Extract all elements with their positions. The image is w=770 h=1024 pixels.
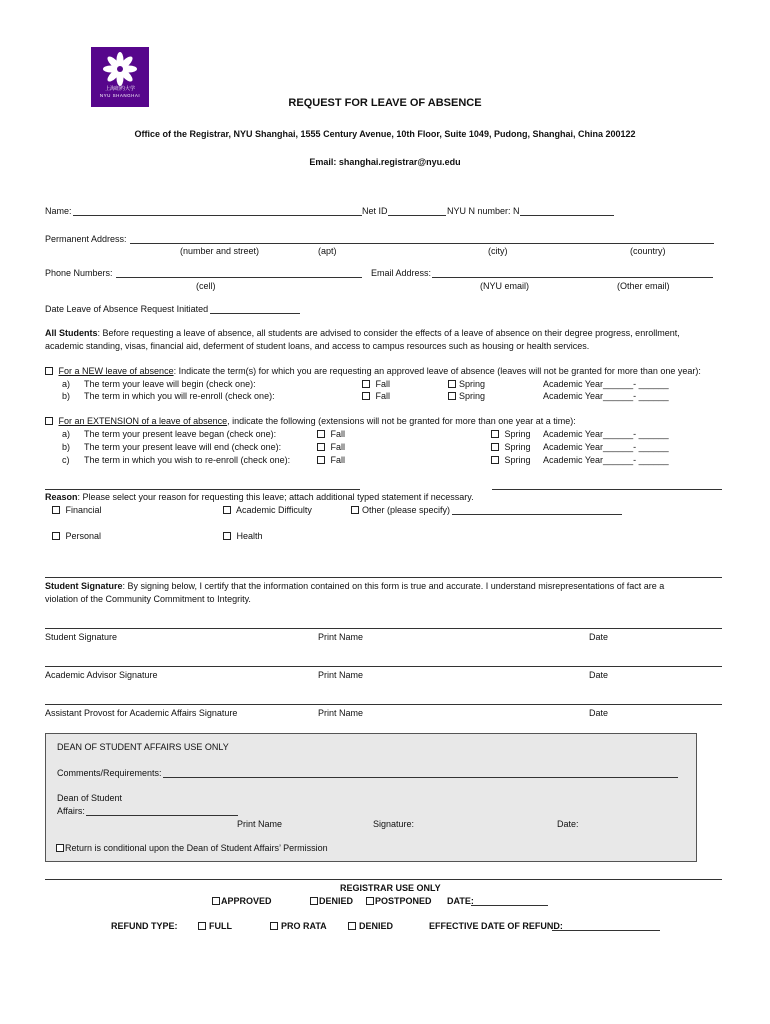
denied-option[interactable]: DENIED <box>310 896 353 906</box>
spring-option[interactable]: Spring <box>491 455 531 465</box>
fall-option[interactable]: Fall <box>317 442 345 452</box>
fall-checkbox[interactable] <box>362 380 370 388</box>
date-initiated-label: Date Leave of Absence Request Initiated <box>45 304 209 314</box>
advisor-signature-label: Academic Advisor Signature <box>45 670 158 680</box>
date-label: Date <box>589 708 609 718</box>
pro-rata-option[interactable]: PRO RATA <box>270 921 327 931</box>
other-checkbox[interactable] <box>351 506 359 514</box>
provost-signature-label: Assistant Provost for Academic Affairs Signature <box>45 708 238 718</box>
nyu-email-hint: (NYU email) <box>480 281 530 291</box>
netid-field[interactable] <box>388 215 446 216</box>
divider <box>45 489 360 490</box>
address-city-hint: (city) <box>488 246 508 256</box>
affairs-label: Affairs: <box>57 806 85 816</box>
academic-year-field[interactable]: Academic Year______- ______ <box>543 429 669 439</box>
address-street-hint: (number and street) <box>180 246 260 256</box>
return-checkbox[interactable] <box>56 844 64 852</box>
spring-checkbox[interactable] <box>491 430 499 438</box>
print-name-label: Print Name <box>318 670 364 680</box>
phone-label: Phone Numbers: <box>45 268 113 278</box>
full-checkbox[interactable] <box>198 922 206 930</box>
dean-signature-label: Signature: <box>373 819 415 829</box>
spring-option[interactable]: Spring <box>491 442 531 452</box>
return-conditional[interactable]: Return is conditional upon the Dean of Student Affairs’ Permission <box>56 843 328 853</box>
fall-option[interactable]: Fall <box>317 455 345 465</box>
print-name-label: Print Name <box>237 819 283 829</box>
address-field[interactable] <box>130 243 714 244</box>
logo-en: NYU SHANGHAI <box>99 93 141 98</box>
netid-label: Net ID <box>362 206 388 216</box>
page-title: REQUEST FOR LEAVE OF ABSENCE <box>288 97 482 109</box>
fall-option[interactable]: Fall <box>362 391 390 401</box>
spring-checkbox[interactable] <box>491 456 499 464</box>
academic-year-field[interactable]: Academic Year______- ______ <box>543 379 669 389</box>
spring-option[interactable]: Spring <box>491 429 531 439</box>
date-initiated-field[interactable] <box>210 313 300 314</box>
denied-checkbox[interactable] <box>310 897 318 905</box>
date-label: Date <box>589 632 609 642</box>
spring-checkbox[interactable] <box>491 443 499 451</box>
reason-financial[interactable]: Financial <box>52 505 102 515</box>
refund-denied-checkbox[interactable] <box>348 922 356 930</box>
provost-signature-field[interactable] <box>45 704 722 705</box>
refund-denied-option[interactable]: DENIED <box>348 921 393 931</box>
cell-hint: (cell) <box>196 281 216 291</box>
student-signature-label: Student Signature <box>45 632 118 642</box>
registrar-date-label: DATE: <box>447 896 474 906</box>
full-option[interactable]: FULL <box>198 921 232 931</box>
financial-checkbox[interactable] <box>52 506 60 514</box>
approved-checkbox[interactable] <box>212 897 220 905</box>
address-label: Permanent Address: <box>45 234 127 244</box>
comments-field[interactable] <box>163 777 678 778</box>
academic-year-field[interactable]: Academic Year______- ______ <box>543 391 669 401</box>
reason-academic[interactable]: Academic Difficulty <box>223 505 312 515</box>
phone-field[interactable] <box>116 277 362 278</box>
divider <box>45 879 722 880</box>
signature-heading: Student Signature: By signing below, I certify that the information contained on this form is true and accurate. I understand misrepresentations of fact are a <box>45 581 665 591</box>
personal-checkbox[interactable] <box>52 532 60 540</box>
office-address: Office of the Registrar, NYU Shanghai, 1555 Century Avenue, 10th Floor, Suite 1049, Pudong, Shanghai, China 200122 <box>134 129 636 139</box>
postponed-option[interactable]: POSTPONED <box>366 896 432 906</box>
dean-use-only-box <box>45 733 697 862</box>
spring-option[interactable]: Spring <box>448 379 485 389</box>
academic-checkbox[interactable] <box>223 506 231 514</box>
print-name-label: Print Name <box>318 632 364 642</box>
fall-option[interactable]: Fall <box>317 429 345 439</box>
email-address-field[interactable] <box>432 277 713 278</box>
dean-box-title: DEAN OF STUDENT AFFAIRS USE ONLY <box>57 742 229 752</box>
health-checkbox[interactable] <box>223 532 231 540</box>
address-country-hint: (country) <box>630 246 666 256</box>
advisor-signature-field[interactable] <box>45 666 722 667</box>
signature-text-2: violation of the Community Commitment to Integrity. <box>45 594 251 604</box>
name-label: Name: <box>45 206 72 216</box>
academic-year-field[interactable]: Academic Year______- ______ <box>543 455 669 465</box>
dean-of-student-label: Dean of Student <box>57 793 123 803</box>
extension-heading: For an EXTENSION of a leave of absence, indicate the following (extensions will not be granted for more than one year at a time): <box>45 416 576 426</box>
other-email-hint: (Other email) <box>617 281 670 291</box>
address-apt-hint: (apt) <box>318 246 337 256</box>
date-label: Date <box>589 670 609 680</box>
registrar-email: Email: shanghai.registrar@nyu.edu <box>309 157 461 167</box>
print-name-label: Print Name <box>318 708 364 718</box>
comments-label: Comments/Requirements: <box>57 768 162 778</box>
effective-date-field[interactable] <box>552 930 660 931</box>
email-address-label: Email Address: <box>371 268 432 278</box>
academic-year-field[interactable]: Academic Year______- ______ <box>543 442 669 452</box>
postponed-checkbox[interactable] <box>366 897 374 905</box>
new-leave-heading: For a NEW leave of absence: Indicate the term(s) for which you are requesting an approved leave of absence (leaves will not be granted for more than one year): <box>45 366 701 376</box>
reason-personal[interactable]: Personal <box>52 531 101 541</box>
refund-type-label: REFUND TYPE: <box>111 921 178 931</box>
name-field[interactable] <box>73 215 362 216</box>
divider <box>45 577 722 578</box>
divider <box>492 489 722 490</box>
student-signature-field[interactable] <box>45 628 722 629</box>
spring-checkbox[interactable] <box>448 392 456 400</box>
all-students-text-2: academic standing, visas, financial aid, deferment of student loans, and access to campus resources such as housing or health services. <box>45 341 590 351</box>
all-students-text: All Students: Before requesting a leave of absence, all students are advised to consider the effects of a leave of absence on their degree progress, enrollment, <box>45 328 680 338</box>
pro-rata-checkbox[interactable] <box>270 922 278 930</box>
reason-health[interactable]: Health <box>223 531 263 541</box>
spring-option[interactable]: Spring <box>448 391 485 401</box>
fall-checkbox[interactable] <box>317 456 325 464</box>
fall-checkbox[interactable] <box>317 430 325 438</box>
registrar-title: REGISTRAR USE ONLY <box>340 883 441 893</box>
approved-option[interactable]: APPROVED <box>212 896 272 906</box>
effective-date-label: EFFECTIVE DATE OF REFUND: <box>429 921 563 931</box>
fall-option[interactable]: Fall <box>362 379 390 389</box>
fall-checkbox[interactable] <box>362 392 370 400</box>
reason-other[interactable]: Other (please specify) <box>351 505 450 515</box>
other-specify-field[interactable] <box>452 514 622 515</box>
dean-date-label: Date: <box>557 819 579 829</box>
reason-heading: Reason: Please select your reason for requesting this leave; attach additional typed statement if necessary. <box>45 492 474 502</box>
fall-checkbox[interactable] <box>317 443 325 451</box>
logo-cn: 上海纽约大学 <box>104 86 135 92</box>
extension-checkbox[interactable] <box>45 417 53 425</box>
new-leave-checkbox[interactable] <box>45 367 53 375</box>
registrar-date-field[interactable] <box>471 905 548 906</box>
nyun-field[interactable] <box>520 215 614 216</box>
spring-checkbox[interactable] <box>448 380 456 388</box>
dean-name-field[interactable] <box>86 815 238 816</box>
nyun-label: NYU N number: N <box>447 206 520 216</box>
